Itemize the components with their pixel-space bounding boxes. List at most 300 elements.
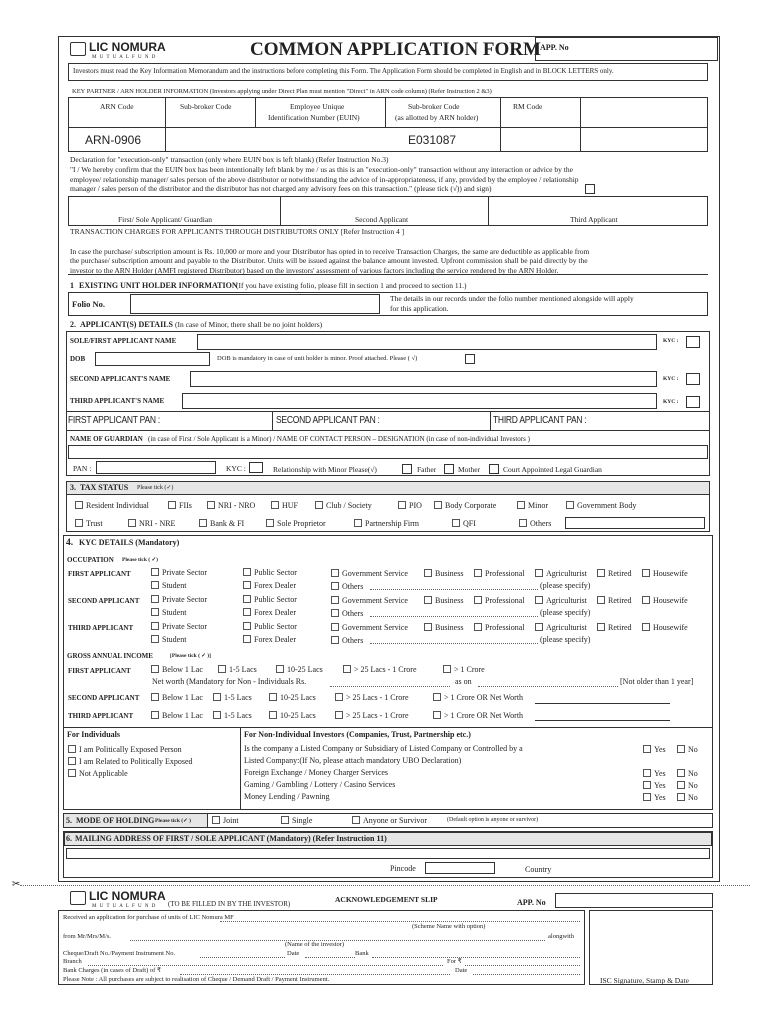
- mode-anyone: Anyone or Survivor: [363, 816, 427, 825]
- kyc-1: KYC :: [663, 338, 679, 344]
- for-non-individuals: For Non-Individual Investors (Companies, Trust, Partnership etc.): [244, 730, 471, 739]
- income-tick: [Please tick ( ✓ )]: [170, 653, 211, 659]
- occ-third-govt: Government Service: [342, 623, 408, 632]
- section1-num: 1: [70, 281, 74, 290]
- pincode-input[interactable]: [425, 862, 495, 874]
- kyc-3-box[interactable]: [686, 396, 700, 408]
- tax-club: Club / Society: [326, 501, 372, 510]
- income-third-opt2: 10-25 Lacs: [280, 711, 316, 720]
- tax-resident-individual-checkbox[interactable]: [75, 501, 83, 509]
- income-third-opt4-checkbox[interactable]: [433, 711, 441, 719]
- nonind-q3: Gaming / Gambling / Lottery / Casino Services: [244, 780, 396, 789]
- tax-row-1: [75, 501, 149, 511]
- occ-second-public-checkbox[interactable]: [243, 595, 251, 603]
- nonind-q1b: Listed Company:(If No, please attach mandatory UBO Declaration): [244, 756, 462, 765]
- section3-title: TAX STATUS: [80, 483, 129, 492]
- tax-others-input[interactable]: [565, 517, 705, 529]
- income-third-opt3: > 25 Lacs - 1 Crore: [346, 711, 409, 720]
- col-euin-1: Employee Unique: [290, 102, 345, 111]
- transaction-line-1: In case the purchase/ subscription amount is Rs. 10,000 or more and your Distributor has opted in to receive Transaction Charges, the same are deductible as applicable from: [70, 247, 590, 256]
- isc-stamp-box[interactable]: [589, 910, 713, 985]
- nonind-q1: Is the company a Listed Company or Subsidiary of Listed Company or Controlled by a: [244, 744, 523, 753]
- first-applicant-label: SOLE/FIRST APPLICANT NAME: [70, 337, 177, 345]
- section1-note: (If you have existing folio, please fill in section 1 and proceed to section 11.): [236, 281, 467, 290]
- occ-second-others: Others: [342, 609, 364, 618]
- transaction-line-3: investor to the ARN Holder (AMFI registered Distributor) based on the investors' assessment of various factors including the service rendered by the ARN Holder.: [70, 266, 559, 275]
- mode-anyone-checkbox[interactable]: [352, 816, 360, 824]
- occ-first-forex: Forex Dealer: [254, 581, 296, 590]
- nonind-q4-yes-checkbox[interactable]: [643, 793, 651, 801]
- income-first-1cr-checkbox[interactable]: [443, 665, 451, 673]
- occ-first-forex-checkbox[interactable]: [243, 581, 251, 589]
- section1-title: EXISTING UNIT HOLDER INFORMATION: [79, 281, 238, 290]
- tax-government-body: Government Body: [577, 501, 637, 510]
- ack-app-no-box[interactable]: [555, 893, 713, 908]
- nonind-q1-no-checkbox[interactable]: [677, 745, 685, 753]
- occ-first-govt: Government Service: [342, 569, 408, 578]
- occ-first-private: Private Sector: [162, 568, 208, 577]
- income-second-opt2-checkbox[interactable]: [269, 693, 277, 701]
- occ-second-retired: Retired: [608, 596, 632, 605]
- tax-nri-nre: NRI - NRE: [139, 519, 176, 528]
- tax-resident-individual: Resident Individual: [86, 501, 149, 510]
- occ-third-others-checkbox[interactable]: [331, 636, 339, 644]
- relation-court-box[interactable]: [489, 464, 499, 474]
- nonind-q1-no: No: [688, 745, 698, 754]
- tax-minor: Minor: [528, 501, 548, 510]
- not-older-label: [Not older than 1 year]: [620, 677, 694, 686]
- occ-first-student: Student: [162, 581, 187, 590]
- tax-fiis-checkbox[interactable]: [168, 501, 176, 509]
- col-rm-code: RM Code: [513, 102, 543, 111]
- ack-investor-name: (Name of the investor): [285, 941, 345, 948]
- tax-nri-nre-checkbox[interactable]: [128, 519, 136, 527]
- not-applicable-option: Not Applicable: [79, 769, 128, 778]
- arn-value[interactable]: ARN-0906: [85, 133, 142, 147]
- occ-first-agriculturist-checkbox[interactable]: [535, 569, 543, 577]
- occ-first-public: Public Sector: [254, 568, 297, 577]
- tax-qfi: QFI: [463, 519, 476, 528]
- section5-num: 5.: [66, 816, 72, 825]
- income-first-10-25-checkbox[interactable]: [276, 665, 284, 673]
- income-second-opt1: 1-5 Lacs: [224, 693, 252, 702]
- income-second-opt0-checkbox[interactable]: [151, 693, 159, 701]
- ack-date2: Date: [455, 967, 468, 974]
- tax-sole-proprietor: Sole Proprietor: [277, 519, 326, 528]
- occ-third-housewife: Housewife: [653, 623, 688, 632]
- occ-second-student-checkbox[interactable]: [151, 608, 159, 616]
- income-third-networth-line[interactable]: [535, 720, 670, 721]
- brand-name: LIC NOMURA: [89, 40, 166, 54]
- dob-input[interactable]: [95, 352, 210, 366]
- as-on-label: as on: [455, 677, 472, 686]
- section5-tick: Please tick (✓ ): [155, 818, 191, 824]
- related-pep-checkbox[interactable]: [68, 757, 76, 765]
- third-applicant-label: THIRD APPLICANT'S NAME: [70, 397, 165, 405]
- cut-line: [20, 885, 750, 886]
- tax-pio: PIO: [409, 501, 422, 510]
- section5-title: MODE OF HOLDING: [76, 816, 155, 825]
- pan-row: [66, 411, 710, 431]
- dob-label: DOB: [70, 355, 86, 363]
- section2-title: APPLICANT(S) DETAILS: [80, 320, 173, 329]
- occ-first-retired: Retired: [608, 569, 632, 578]
- mode-default: (Default option is anyone or survivor): [447, 817, 539, 823]
- income-first-1cr: > 1 Crore: [454, 665, 485, 674]
- pincode-label: Pincode: [390, 864, 416, 873]
- occ-second-forex-checkbox[interactable]: [243, 608, 251, 616]
- tax-huf-checkbox[interactable]: [271, 501, 279, 509]
- pan-first-label: FIRST APPLICANT PAN :: [68, 415, 160, 426]
- guardian-kyc-box[interactable]: [249, 462, 263, 473]
- occ-second-private-checkbox[interactable]: [151, 595, 159, 603]
- occ-third-forex: Forex Dealer: [254, 635, 296, 644]
- folio-note-1: The details in our records under the folio number mentioned alongside will apply: [390, 294, 634, 303]
- declaration-line-1: Declaration for "execution-only" transaction (only where EUIN box is left blank) (Refer Instruction No.3): [70, 155, 389, 164]
- income-first-1-5-checkbox[interactable]: [218, 665, 226, 673]
- tax-others-checkbox[interactable]: [519, 519, 527, 527]
- income-third-opt2-checkbox[interactable]: [269, 711, 277, 719]
- tax-partnership-checkbox[interactable]: [354, 519, 362, 527]
- mode-single: Single: [292, 816, 313, 825]
- occupation-label: OCCUPATION: [67, 556, 114, 564]
- section3-num: 3.: [70, 483, 76, 492]
- app-no-label: APP. No: [540, 43, 569, 52]
- occ-third-label: THIRD APPLICANT: [68, 624, 134, 632]
- ack-from: from Mr/Mrs/M/s.: [63, 933, 112, 940]
- tax-trust: Trust: [86, 519, 103, 528]
- section2-note: (In case of Minor, there shall be no joint holders): [175, 320, 323, 329]
- mode-single-checkbox[interactable]: [281, 816, 289, 824]
- ack-branch: Branch: [63, 958, 82, 965]
- occ-second-agriculturist-checkbox[interactable]: [535, 596, 543, 604]
- occ-third-business: Business: [435, 623, 464, 632]
- nonind-q4-yes: Yes: [654, 793, 666, 802]
- occ-first-business: Business: [435, 569, 464, 578]
- kyc-1-box[interactable]: [686, 336, 700, 348]
- occ-third-specify: (please specify): [540, 635, 591, 644]
- subbroker-value[interactable]: E031087: [408, 133, 457, 147]
- kyc-2-box[interactable]: [686, 373, 700, 385]
- ack-brand-sub: M U T U A L F U N D: [92, 904, 157, 909]
- broker-table: [68, 97, 708, 152]
- declaration-line-2: "I / We hereby confirm that the EUIN box has been intentionally left blank by me / us as this is an "execution-only" transaction without any interaction or advice by the: [70, 165, 573, 174]
- col-euin-2: Identification Number (EUIN): [268, 113, 360, 122]
- guardian-pan-label: PAN :: [73, 464, 92, 473]
- income-second-networth-line[interactable]: [535, 703, 670, 704]
- address-input[interactable]: [66, 848, 710, 859]
- related-pep-option: I am Related to Politically Exposed: [79, 757, 193, 766]
- lic-logo-icon: [70, 42, 86, 56]
- relation-mother-box[interactable]: [444, 464, 454, 474]
- occ-second-student: Student: [162, 608, 187, 617]
- income-second-opt1-checkbox[interactable]: [213, 693, 221, 701]
- tax-body-corporate: Body Corporate: [445, 501, 497, 510]
- income-second-opt3-checkbox[interactable]: [335, 693, 343, 701]
- as-on-line[interactable]: [478, 686, 618, 687]
- income-third-opt3-checkbox[interactable]: [335, 711, 343, 719]
- col-subbroker2-1: Sub-broker Code: [408, 102, 460, 111]
- guardian-label: NAME OF GUARDIAN: [70, 435, 143, 443]
- networth-line[interactable]: [330, 686, 450, 687]
- occ-second-govt-checkbox[interactable]: [331, 596, 339, 604]
- income-third-opt1-checkbox[interactable]: [213, 711, 221, 719]
- income-third-opt0-checkbox[interactable]: [151, 711, 159, 719]
- income-first-25-1cr-checkbox[interactable]: [343, 665, 351, 673]
- pan-second-label: SECOND APPLICANT PAN :: [276, 415, 380, 426]
- section4-title: KYC DETAILS (Mandatory): [79, 538, 180, 547]
- occ-third-agriculturist-checkbox[interactable]: [535, 623, 543, 631]
- ack-received: Received an application for purchase of units of LIC Nomura MF: [63, 914, 234, 921]
- occ-first-private-checkbox[interactable]: [151, 568, 159, 576]
- guardian-input[interactable]: [68, 445, 708, 459]
- occ-first-govt-checkbox[interactable]: [331, 569, 339, 577]
- dob-tick-box[interactable]: [465, 354, 475, 364]
- ack-bank-charges: Bank Charges (in cases of Draft) of ₹: [63, 967, 162, 974]
- nonind-q3-no: No: [688, 781, 698, 790]
- occ-second-others-line[interactable]: [370, 616, 538, 617]
- occ-third-professional-checkbox[interactable]: [474, 623, 482, 631]
- income-second-opt0: Below 1 Lac: [162, 693, 203, 702]
- tax-club-checkbox[interactable]: [315, 501, 323, 509]
- occ-first-others-line[interactable]: [370, 589, 538, 590]
- relation-label: Relationship with Minor Please(√): [273, 465, 377, 474]
- nonind-q2: Foreign Exchange / Money Charger Services: [244, 768, 389, 777]
- mode-joint: Joint: [223, 816, 239, 825]
- section4-num: 4.: [66, 538, 74, 548]
- occ-first-agriculturist: Agriculturist: [546, 569, 587, 578]
- income-third-label: THIRD APPLICANT: [68, 712, 134, 720]
- tax-bank-fi: Bank & FI: [210, 519, 245, 528]
- ack-filled: (TO BE FILLED IN BY THE INVESTOR): [168, 900, 291, 908]
- ack-logo-icon: [70, 891, 86, 905]
- ack-app-no: APP. No: [517, 898, 546, 907]
- occ-third-public: Public Sector: [254, 622, 297, 631]
- nonind-q4-no-checkbox[interactable]: [677, 793, 685, 801]
- occ-second-public: Public Sector: [254, 595, 297, 604]
- ack-date: Date: [287, 950, 300, 957]
- occ-second-specify: (please specify): [540, 608, 591, 617]
- declaration-line-4: manager / sales person of the distributor and the distributor has not charged any advisory fees on this transaction." (please tick (√)) and sign): [70, 184, 492, 193]
- occ-second-professional-checkbox[interactable]: [474, 596, 482, 604]
- guardian-kyc-label: KYC :: [226, 464, 246, 473]
- occ-third-forex-checkbox[interactable]: [243, 635, 251, 643]
- tax-bank-fi-checkbox[interactable]: [199, 519, 207, 527]
- occ-first-specify: (please specify): [540, 581, 591, 590]
- occ-third-govt-checkbox[interactable]: [331, 623, 339, 631]
- income-second-opt4-checkbox[interactable]: [433, 693, 441, 701]
- tax-fiis: FIIs: [179, 501, 192, 510]
- income-third-opt0: Below 1 Lac: [162, 711, 203, 720]
- first-applicant-input[interactable]: [197, 334, 657, 350]
- transaction-line-2: the purchase/ subscription amount and payable to the Distributor. Units will be issued against the balance amount invested. Upfront commission shall be paid directly by the: [70, 256, 588, 265]
- mode-joint-checkbox[interactable]: [212, 816, 220, 824]
- occ-first-housewife-checkbox[interactable]: [642, 569, 650, 577]
- guardian-pan-input[interactable]: [96, 461, 216, 474]
- nonind-q1-yes: Yes: [654, 745, 666, 754]
- nonind-q4: Money Lending / Pawning: [244, 792, 330, 801]
- occ-second-agriculturist: Agriculturist: [546, 596, 587, 605]
- not-applicable-checkbox[interactable]: [68, 769, 76, 777]
- income-first-label: FIRST APPLICANT: [68, 667, 131, 675]
- occ-second-professional: Professional: [485, 596, 525, 605]
- occ-third-business-checkbox[interactable]: [424, 623, 432, 631]
- income-first-10-25: 10-25 Lacs: [287, 665, 323, 674]
- third-applicant-input[interactable]: [182, 393, 657, 409]
- ack-note: Please Note : All purchases are subject to realisation of Cheque / Demand Draft / Payment Instrument.: [63, 976, 330, 983]
- income-third-opt4: > 1 Crore OR Net Worth: [444, 711, 524, 720]
- nonind-q1-yes-checkbox[interactable]: [643, 745, 651, 753]
- income-label: GROSS ANNUAL INCOME: [67, 652, 153, 660]
- nonind-q2-no-checkbox[interactable]: [677, 769, 685, 777]
- declaration-line-3: employee/ relationship manager/ sales person of the above distributor or notwithstanding the advice of in-appropriateness, if any, provided by the employee / relationship: [70, 175, 579, 184]
- occ-second-business: Business: [435, 596, 464, 605]
- second-applicant-label: SECOND APPLICANT'S NAME: [70, 375, 171, 383]
- occ-third-private: Private Sector: [162, 622, 208, 631]
- occ-third-housewife-checkbox[interactable]: [642, 623, 650, 631]
- income-third-opt1: 1-5 Lacs: [224, 711, 252, 720]
- tax-partnership: Partnership Firm: [365, 519, 419, 528]
- folio-note-2: for this application.: [390, 304, 449, 313]
- section6-num: 6.: [66, 834, 72, 843]
- ack-brand: LIC NOMURA: [89, 889, 166, 903]
- income-second-opt3: > 25 Lacs - 1 Crore: [346, 693, 409, 702]
- nonind-q3-yes: Yes: [654, 781, 666, 790]
- ack-alongwith: alongwith: [548, 933, 574, 940]
- occ-third-retired: Retired: [608, 623, 632, 632]
- occ-second-forex: Forex Dealer: [254, 608, 296, 617]
- occ-first-housewife: Housewife: [653, 569, 688, 578]
- relation-father-box[interactable]: [402, 464, 412, 474]
- isc-signature: ISC Signature, Stamp & Date: [600, 976, 689, 985]
- tax-body-corporate-checkbox[interactable]: [434, 501, 442, 509]
- occ-second-retired-checkbox[interactable]: [597, 596, 605, 604]
- relation-father: Father: [417, 465, 437, 474]
- kyc-3: KYC :: [663, 399, 679, 405]
- occ-third-others-line[interactable]: [370, 643, 538, 644]
- occ-second-private: Private Sector: [162, 595, 208, 604]
- occ-first-retired-checkbox[interactable]: [597, 569, 605, 577]
- guardian-note: (in case of First / Sole Applicant is a Minor) / NAME OF CONTACT PERSON – DESIGNATION (in case of non-individual Investors ): [148, 435, 530, 443]
- sig-second: Second Applicant: [355, 215, 409, 224]
- brand-sub: M U T U A L F U N D: [92, 55, 157, 60]
- folio-label: Folio No.: [72, 299, 106, 309]
- occ-second-business-checkbox[interactable]: [424, 596, 432, 604]
- ack-scheme: (Scheme Name with option): [412, 923, 486, 930]
- ack-for: For ₹: [447, 958, 462, 965]
- income-first-below1-checkbox[interactable]: [151, 665, 159, 673]
- occ-first-student-checkbox[interactable]: [151, 581, 159, 589]
- occ-third-public-checkbox[interactable]: [243, 622, 251, 630]
- instructions-text: Investors must read the Key Information Memorandum and the instructions before completing this Form. The Application Form should be completed in English and in BLOCK LETTERS only.: [73, 67, 614, 75]
- folio-input[interactable]: [130, 294, 380, 314]
- tax-sole-proprietor-checkbox[interactable]: [266, 519, 274, 527]
- nonind-q2-yes-checkbox[interactable]: [643, 769, 651, 777]
- nonind-q4-no: No: [688, 793, 698, 802]
- second-applicant-input[interactable]: [190, 371, 657, 387]
- nonind-q3-no-checkbox[interactable]: [677, 781, 685, 789]
- tax-others: Others: [530, 519, 552, 528]
- pep-option: I am Politically Exposed Person: [79, 745, 182, 754]
- occ-third-student-checkbox[interactable]: [151, 635, 159, 643]
- income-first-25-1cr: > 25 Lacs - 1 Crore: [354, 665, 417, 674]
- tax-huf: HUF: [282, 501, 299, 510]
- occ-third-agriculturist: Agriculturist: [546, 623, 587, 632]
- tax-minor-checkbox[interactable]: [517, 501, 525, 509]
- ack-cheque: Cheque/Draft No./Payment Instrument No.: [63, 950, 176, 957]
- col-arn-code: ARN Code: [100, 102, 134, 111]
- occ-third-others: Others: [342, 636, 364, 645]
- sig-first: First/ Sole Applicant/ Guardian: [118, 215, 212, 224]
- tax-trust-checkbox[interactable]: [75, 519, 83, 527]
- kyc-2: KYC :: [663, 376, 679, 382]
- nonind-q2-yes: Yes: [654, 769, 666, 778]
- section3-tick: Please tick (✓): [137, 485, 174, 491]
- occ-first-others: Others: [342, 582, 364, 591]
- dob-note: DOB is mandatory in case of unit holder is minor. Proof attached. Please ( √): [217, 355, 418, 362]
- page-title: COMMON APPLICATION FORM: [250, 39, 541, 60]
- occ-first-label: FIRST APPLICANT: [68, 570, 131, 578]
- tax-pio-checkbox[interactable]: [398, 501, 406, 509]
- occ-third-professional: Professional: [485, 623, 525, 632]
- occ-first-business-checkbox[interactable]: [424, 569, 432, 577]
- occ-third-student: Student: [162, 635, 187, 644]
- occ-second-housewife: Housewife: [653, 596, 688, 605]
- nonind-q3-yes-checkbox[interactable]: [643, 781, 651, 789]
- occ-second-others-checkbox[interactable]: [331, 609, 339, 617]
- occ-second-govt: Government Service: [342, 596, 408, 605]
- tax-government-body-checkbox[interactable]: [566, 501, 574, 509]
- section6-title: MAILING ADDRESS OF FIRST / SOLE APPLICANT (Mandatory) (Refer Instruction 11): [75, 834, 387, 843]
- tax-qfi-checkbox[interactable]: [452, 519, 460, 527]
- tax-nri-nro: NRI - NRO: [218, 501, 256, 510]
- pep-checkbox[interactable]: [68, 745, 76, 753]
- income-first-below1: Below 1 Lac: [162, 665, 203, 674]
- pan-third-label: THIRD APPLICANT PAN :: [493, 415, 587, 426]
- occ-first-public-checkbox[interactable]: [243, 568, 251, 576]
- nonind-q2-no: No: [688, 769, 698, 778]
- income-first-1-5: 1-5 Lacs: [229, 665, 257, 674]
- tax-nri-nro-checkbox[interactable]: [207, 501, 215, 509]
- for-individuals: For Individuals: [67, 730, 120, 739]
- occ-first-others-checkbox[interactable]: [331, 582, 339, 590]
- relation-court: Court Appointed Legal Guardian: [503, 465, 602, 474]
- transaction-heading: TRANSACTION CHARGES FOR APPLICANTS THROUGH DISTRIBUTORS ONLY [Refer Instruction 4 ]: [70, 227, 405, 236]
- income-second-label: SECOND APPLICANT: [68, 694, 140, 702]
- country-label: Country: [525, 865, 552, 874]
- occupation-tick: Please tick ( ✓): [122, 557, 158, 563]
- occ-third-private-checkbox[interactable]: [151, 622, 159, 630]
- ack-title: ACKNOWLEDGEMENT SLIP: [335, 895, 438, 904]
- col-subbroker2-2: (as allotted by ARN holder): [395, 113, 479, 122]
- income-second-opt2: 10-25 Lacs: [280, 693, 316, 702]
- sig-third: Third Applicant: [570, 215, 618, 224]
- occ-second-housewife-checkbox[interactable]: [642, 596, 650, 604]
- occ-third-retired-checkbox[interactable]: [597, 623, 605, 631]
- section2-num: 2.: [70, 320, 76, 329]
- declaration-tick-box[interactable]: [585, 184, 595, 194]
- col-subbroker: Sub-broker Code: [180, 102, 232, 111]
- occ-first-professional: Professional: [485, 569, 525, 578]
- scissors-icon: ✂: [12, 879, 21, 890]
- ack-bank: Bank: [355, 950, 369, 957]
- occ-second-label: SECOND APPLICANT: [68, 597, 140, 605]
- occ-first-professional-checkbox[interactable]: [474, 569, 482, 577]
- networth-label: Net worth (Mandatory for Non - Individuals Rs.: [152, 677, 307, 686]
- broker-heading: KEY PARTNER / ARN HOLDER INFORMATION (Investors applying under Direct Plan must mention "Direct" in ARN code column) (Refer Instruction 2 &3): [72, 88, 492, 95]
- income-second-opt4: > 1 Crore OR Net Worth: [444, 693, 524, 702]
- relation-mother: Mother: [458, 465, 481, 474]
